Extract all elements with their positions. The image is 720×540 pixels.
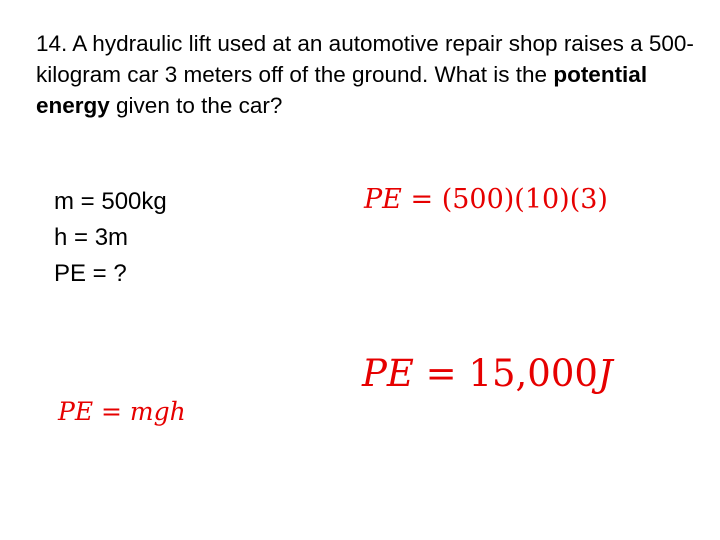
result-unit: J: [597, 352, 613, 395]
question-text-start: 14. A hydraulic lift used at an automotive repair shop raises a 500-kilogram car 3 meters off of the ground. What is the: [36, 31, 694, 87]
question-text-end: given to the car?: [109, 93, 283, 118]
given-potential-energy: PE = ?: [54, 260, 127, 287]
formula-equation: [58, 394, 186, 430]
result-value: 15,000: [468, 352, 598, 395]
formula-lhs: PE: [58, 397, 94, 426]
result-equals: =: [413, 352, 469, 395]
formula-rhs: mgh: [129, 397, 186, 426]
formula-equals: =: [93, 397, 130, 426]
given-mass: m = 500kg: [54, 188, 167, 215]
substitution-rhs: (500)(10)(3): [441, 184, 608, 215]
result-equation: [362, 350, 613, 398]
question-text: [36, 28, 696, 121]
result-lhs: PE: [362, 352, 414, 395]
given-values: [54, 184, 167, 292]
question-bold-term: potential energy: [36, 62, 648, 118]
substitution-lhs: PE: [364, 184, 402, 215]
substitution-equation: [364, 180, 608, 220]
substitution-equals: =: [401, 184, 442, 215]
given-height: h = 3m: [54, 224, 129, 251]
